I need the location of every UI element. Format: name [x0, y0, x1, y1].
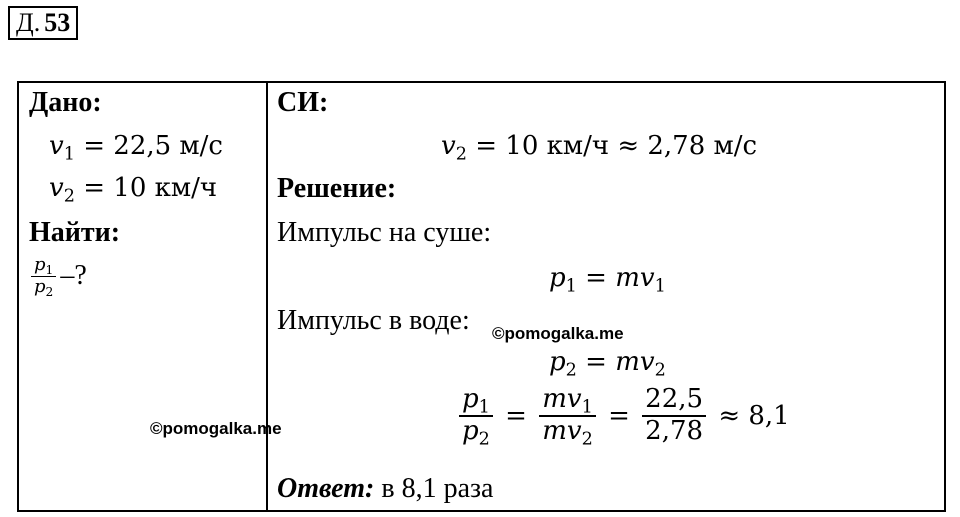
answer-label: Ответ: — [277, 473, 375, 504]
ratio-denominator: 2,78 — [645, 415, 704, 446]
ratio-result: ≈ 8,1 — [718, 400, 790, 431]
impulse-water-label: Импульс в воде: — [277, 305, 470, 336]
answer-line — [277, 473, 493, 505]
impulse-land-label: Импульс на суше: — [277, 217, 492, 248]
ratio-p-fraction: $\frac{p_1}{p_2}$ — [459, 385, 493, 447]
given-v2: $v_2 = 10$ км/ч — [49, 173, 218, 207]
ratio-equation: $\frac{p_1}{p_2}$ = $\frac{mv_1}{mv_2}$ = $\frac{22,5}{2,78}$ ≈ 8,1 — [455, 385, 790, 447]
formula-p1: $p_1 = mv_1$ — [549, 263, 666, 297]
problem-number-label — [8, 6, 78, 40]
problem-number: 53 — [44, 8, 71, 37]
problem-prefix: Д. — [16, 8, 41, 37]
given-heading: Дано: — [29, 87, 102, 118]
given-v2-value: 10 км/ч — [113, 173, 218, 203]
formula-p2: $p_2 = mv_2$ — [549, 347, 666, 381]
watermark-upper: ©pomogalka.me — [492, 324, 624, 343]
given-v1: $v_1 = 22,5$ м/с — [49, 131, 223, 165]
ratio-value-fraction — [642, 385, 706, 447]
si-conversion-value: 10 км/ч ≈ 2,78 м/с — [505, 131, 758, 161]
si-conversion: $v_2 = 10$ км/ч ≈ 2,78 м/с — [441, 131, 758, 165]
find-suffix: –? — [60, 260, 87, 292]
ratio-numerator: 22,5 — [645, 384, 704, 414]
solution-table — [17, 81, 946, 512]
given-v1-value: 22,5 м/с — [113, 131, 223, 161]
watermark-lower: ©pomogalka.me — [150, 419, 282, 438]
find-expression — [27, 255, 87, 297]
ratio-mv-fraction: $\frac{mv_1}{mv_2}$ — [539, 385, 596, 447]
solution-heading: Решение: — [277, 173, 397, 204]
si-heading: СИ: — [277, 87, 329, 118]
answer-text: в 8,1 раза — [381, 473, 494, 504]
column-divider — [266, 83, 268, 510]
find-fraction: $\frac{p_1}{p_2}$ — [31, 255, 56, 297]
find-heading: Найти: — [29, 217, 121, 248]
